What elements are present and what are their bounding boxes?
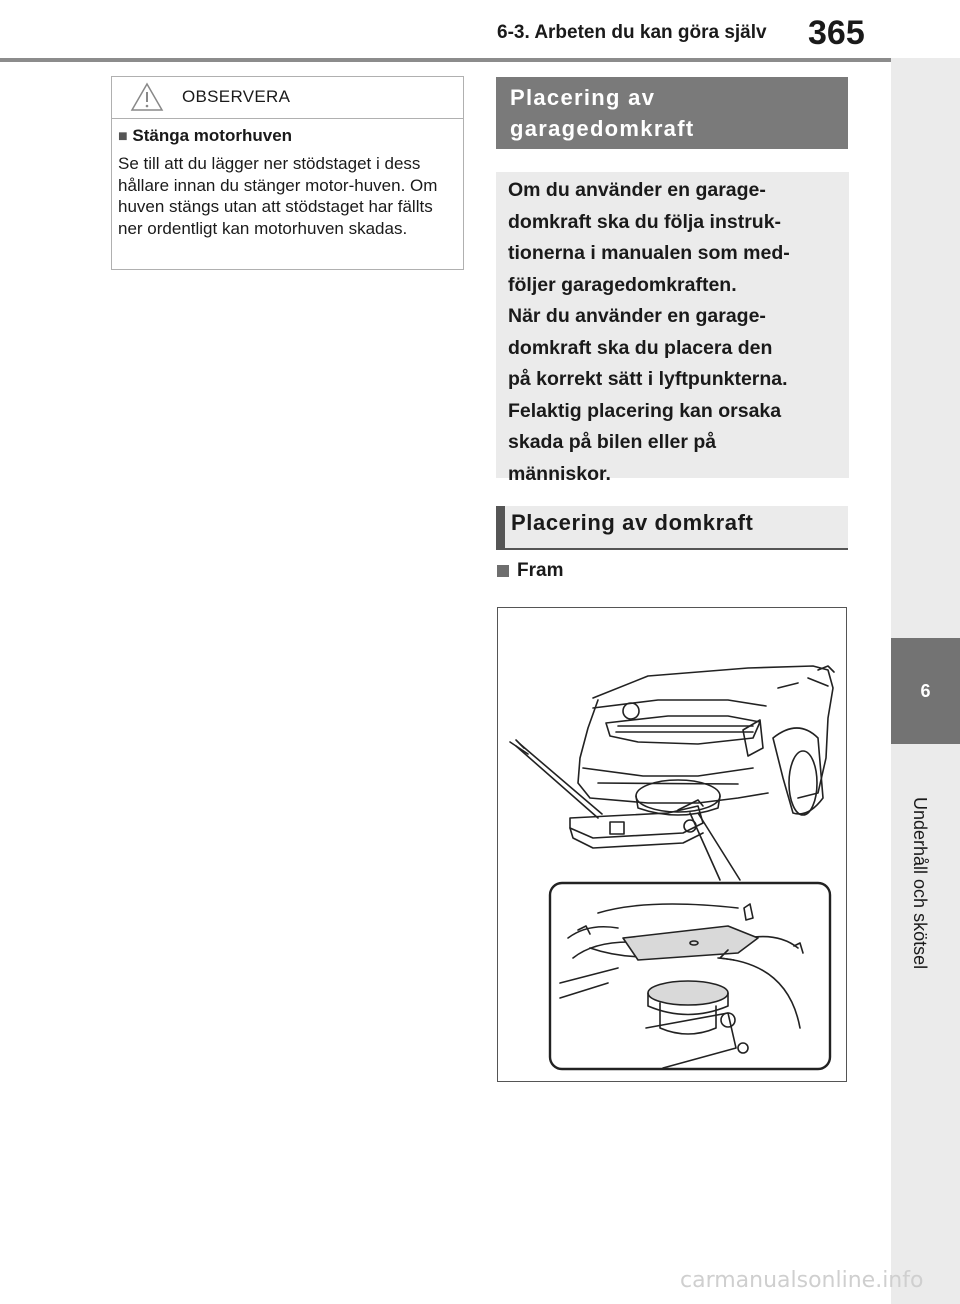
page-number: 365 (808, 14, 865, 52)
subheading-front (497, 560, 563, 582)
caution-title: OBSERVERA (182, 87, 291, 106)
heading-garage-jack-line1: Placering av (510, 85, 656, 110)
header-divider (0, 58, 960, 62)
info-line: människor. (508, 462, 611, 485)
info-line: domkraft ska du följa instruk- (508, 210, 782, 233)
caution-box (111, 76, 464, 270)
footer-watermark: carmanualsonline.info (680, 1268, 924, 1293)
garage-jack-info-box (496, 172, 849, 485)
caution-body: Se till att du lägger ner stödstaget i dess hållare innan du stänger motor-huven. Om huven stängs utan att stödstaget har fällts ner ordentligt kan motorhuven skadas. (118, 154, 438, 238)
square-bullet-icon: ■ (118, 128, 128, 145)
garage-jack-info-text (508, 175, 837, 490)
chapter-number: 6 (920, 680, 931, 701)
caution-header (112, 77, 463, 119)
info-line: tionerna i manualen som med- (508, 242, 790, 264)
subheading-front-text: Fram (517, 560, 564, 581)
caution-subheading (118, 126, 292, 146)
section-title: 6-3. Arbeten du kan göra själv (497, 22, 767, 43)
car-jack-drawing (498, 608, 846, 1081)
heading-garage-jack (496, 77, 848, 149)
info-line: på korrekt sätt i lyftpunkterna. (508, 368, 788, 390)
heading-garage-jack-line2: garagedomkraft (510, 116, 695, 141)
info-line: skada på bilen eller på (508, 431, 717, 453)
info-line: När du använder en garage- (508, 305, 766, 327)
caution-subheading-text: Stänga motorhuven (132, 126, 293, 145)
jack-position-illustration (497, 607, 847, 1082)
warning-triangle-icon (130, 82, 164, 112)
info-line: domkraft ska du placera den (508, 336, 773, 359)
info-line: Om du använder en garage- (508, 179, 766, 201)
heading-jack-position-text: Placering av domkraft (511, 510, 754, 535)
side-tab-upper (891, 58, 960, 638)
square-bullet-icon (497, 565, 509, 577)
info-line: Felaktig placering kan orsaka (508, 399, 782, 422)
info-line: följer garagedomkraften. (508, 273, 737, 296)
heading-jack-position (496, 506, 848, 550)
chapter-tab[interactable] (891, 638, 960, 744)
chapter-label: Underhåll och skötsel (910, 797, 930, 970)
